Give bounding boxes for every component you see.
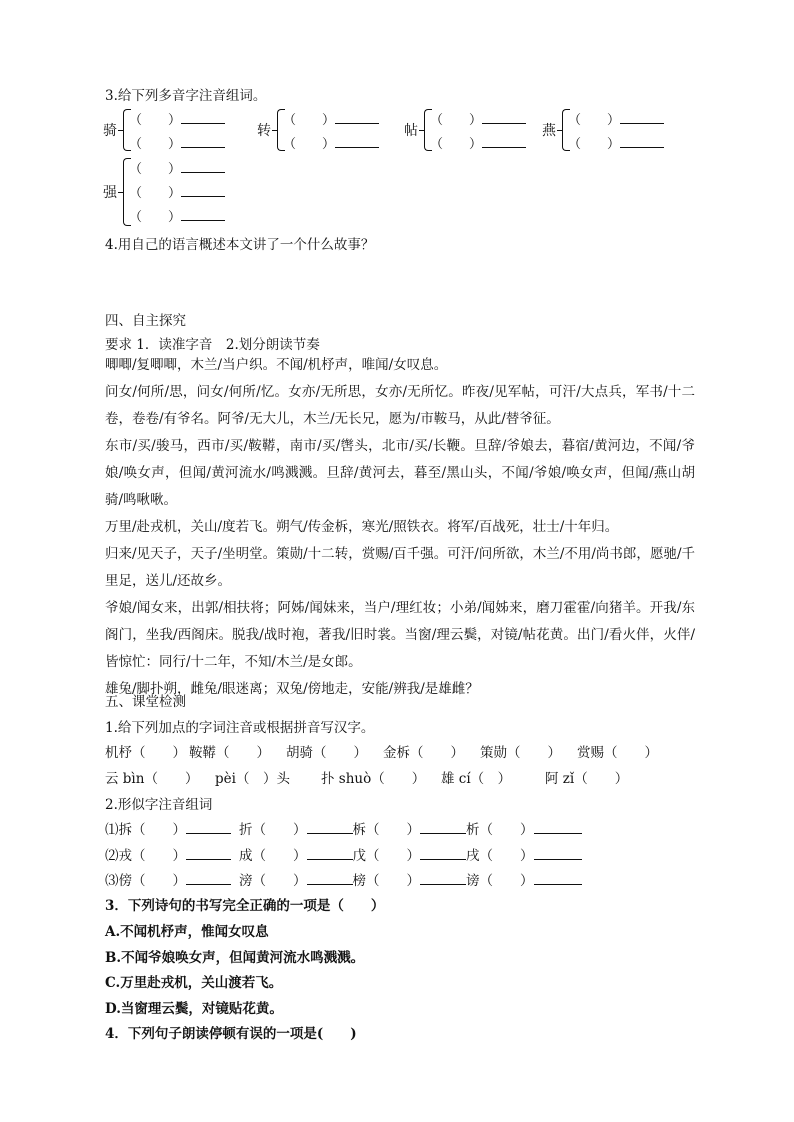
polyphone-group-zhuan [257, 109, 387, 151]
pinyin-blank: （ ） [129, 210, 182, 225]
word-item: 金柝（ ） [383, 745, 464, 761]
answer-line[interactable] [181, 135, 225, 148]
poem-paragraph: 东市/买/骏马，西市/买/鞍鞯，南市/买/辔头，北市/买/长鞭。旦辞/爷娘去，暮宿/黄河边，不闻/爷娘/唤女声，但闻/黄河流水/鸣溅溅。旦辞/黄河去，暮至/黑山头，不闻/爷娘/唤女声，但闻/燕山胡骑/鸣啾啾。 [105, 438, 695, 508]
polyphone-group-tie [404, 109, 534, 151]
polyphone-group-qi [103, 109, 233, 151]
poem-paragraph: 归来/见天子，天子/坐明堂。策勋/十二转，赏赐/百千强。可汗/问所欲，木兰/不用/尚书郎，愿驰/千里足，送儿/还故乡。 [105, 546, 695, 589]
polyphone-group-qiang [103, 158, 233, 226]
word-item: 鞍鞯（ ） [189, 745, 270, 761]
polyphone-char: 燕 [542, 123, 556, 139]
polyphone-char: 强 [103, 185, 117, 201]
polyphone-char: 帖 [404, 123, 418, 139]
answer-line[interactable] [181, 111, 225, 124]
poem-paragraph: 雄兔/脚扑朔，雌兔/眼迷离；双兔/傍地走，安能/辨我/是雄雌？ [105, 681, 479, 697]
answer-line[interactable] [620, 135, 664, 148]
word-item: 雄 cí（ ） [441, 771, 512, 787]
word-item: 云 bìn（ ） [105, 771, 199, 787]
s5-q2-title: 2.形似字注音组词 [105, 797, 213, 813]
pinyin-blank: （ ） [129, 113, 182, 128]
answer-line[interactable] [181, 184, 225, 197]
pinyin-blank: （ ） [283, 137, 336, 152]
section5-heading: 五、课堂检测 [105, 694, 186, 710]
similar-char-item: 成（ ） [239, 848, 307, 864]
answer-line[interactable] [181, 208, 225, 221]
poem-paragraph: 爷娘/闻女来，出郭/相扶将；阿姊/闻妹来，当户/理红妆；小弟/闻姊来，磨刀霍霍/向猪羊。开我/东阁门，坐我/西阁床。脱我/战时袍，著我/旧时裳。当窗/理云鬓，对镜/帖花黄。出门/看火伴，火伴/皆惊忙：同行/十二年，不知/木兰/是女郎。 [105, 600, 695, 670]
similar-char-item: ⑵戎（ ） [105, 848, 186, 864]
s5-q4-title: 4．下列句子朗读停顿有误的一项是( ) [105, 1026, 357, 1042]
s5-q2-row [105, 844, 582, 864]
similar-char-item: ⑶傍（ ） [105, 873, 186, 889]
q3-polyphone-title: 3.给下列多音字注音组词。 [105, 88, 267, 104]
answer-line[interactable] [186, 872, 231, 885]
s5-q1-row2 [105, 767, 645, 787]
answer-line[interactable] [335, 135, 379, 148]
similar-char-item: 柝（ ） [352, 822, 420, 838]
answer-line[interactable] [534, 847, 582, 860]
polyphone-char: 骑 [103, 123, 117, 139]
pinyin-blank: （ ） [129, 162, 182, 177]
answer-line[interactable] [534, 821, 582, 834]
q3-option-b: B.不闻爷娘唤女声，但闻黄河流水鸣溅溅。 [105, 950, 365, 966]
pinyin-blank: （ ） [129, 137, 182, 152]
word-item: 策勋（ ） [480, 745, 561, 761]
q3-option-a: A.不闻机杼声，惟闻女叹息 [105, 924, 269, 940]
pinyin-blank: （ ） [283, 113, 336, 128]
answer-line[interactable] [620, 111, 664, 124]
poem-paragraph: 唧唧/复唧唧，木兰/当户织。不闻/机杼声，唯闻/女叹息。 [105, 357, 448, 373]
similar-char-item: ⑴拆（ ） [105, 822, 186, 838]
poem-text [105, 352, 695, 703]
answer-line[interactable] [482, 111, 526, 124]
word-item: pèi（ ）头 [215, 771, 290, 787]
polyphone-char: 转 [257, 123, 271, 139]
word-item: 机杼（ ） [105, 745, 186, 761]
similar-char-item: 戌（ ） [466, 848, 534, 864]
word-item: 赏赐（ ） [577, 745, 658, 761]
answer-line[interactable] [307, 872, 353, 885]
s5-q2-row [105, 869, 582, 889]
pinyin-blank: （ ） [430, 137, 483, 152]
answer-line[interactable] [307, 847, 353, 860]
q4-summary-title: 4.用自己的语言概述本文讲了一个什么故事？ [105, 237, 375, 253]
answer-line[interactable] [534, 872, 582, 885]
s5-q2-row [105, 818, 582, 838]
similar-char-item: 滂（ ） [239, 873, 307, 889]
poem-paragraph: 问女/何所/思，问女/何所/忆。女亦/无所思，女亦/无所忆。昨夜/见军帖，可汗/大点兵，军书/十二卷，卷卷/有爷名。阿爷/无大儿，木兰/无长兄，愿为/市鞍马，从此/替爷征。 [105, 384, 695, 427]
similar-char-item: 榜（ ） [352, 873, 420, 889]
answer-line[interactable] [186, 847, 231, 860]
pinyin-blank: （ ） [568, 137, 621, 152]
s5-q3-title: 3．下列诗句的书写完全正确的一项是（ ） [105, 898, 385, 914]
word-item: 胡骑（ ） [286, 745, 367, 761]
answer-line[interactable] [420, 821, 466, 834]
polyphone-group-yan [542, 109, 672, 151]
similar-char-item: 谤（ ） [466, 873, 534, 889]
word-item: 扑 shuò（ ） [321, 771, 426, 787]
similar-char-item: 折（ ） [239, 822, 307, 838]
word-item: 阿 zǐ（ ） [545, 771, 629, 787]
pinyin-blank: （ ） [568, 113, 621, 128]
similar-char-item: 析（ ） [466, 822, 534, 838]
pinyin-blank: （ ） [430, 113, 483, 128]
answer-line[interactable] [482, 135, 526, 148]
q3-option-c: C.万里赴戎机，关山渡若飞。 [105, 975, 283, 991]
answer-line[interactable] [420, 847, 466, 860]
answer-line[interactable] [181, 160, 225, 173]
section4-requirement: 要求 1．读准字音 2.划分朗读节奏 [105, 337, 320, 353]
pinyin-blank: （ ） [129, 186, 182, 201]
similar-char-item: 戊（ ） [352, 848, 420, 864]
s5-q1-title: 1.给下列加点的字词注音或根据拼音写汉字。 [105, 720, 375, 736]
answer-line[interactable] [186, 821, 231, 834]
q3-option-d: D.当窗理云鬓，对镜贴花黄。 [105, 1001, 283, 1017]
answer-line[interactable] [307, 821, 353, 834]
answer-line[interactable] [335, 111, 379, 124]
answer-line[interactable] [420, 872, 466, 885]
s5-q1-row1 [105, 741, 667, 761]
section4-heading: 四、自主探究 [105, 313, 186, 329]
poem-paragraph: 万里/赴戎机，关山/度若飞。朔气/传金柝，寒光/照铁衣。将军/百战死，壮士/十年归。 [105, 519, 619, 535]
